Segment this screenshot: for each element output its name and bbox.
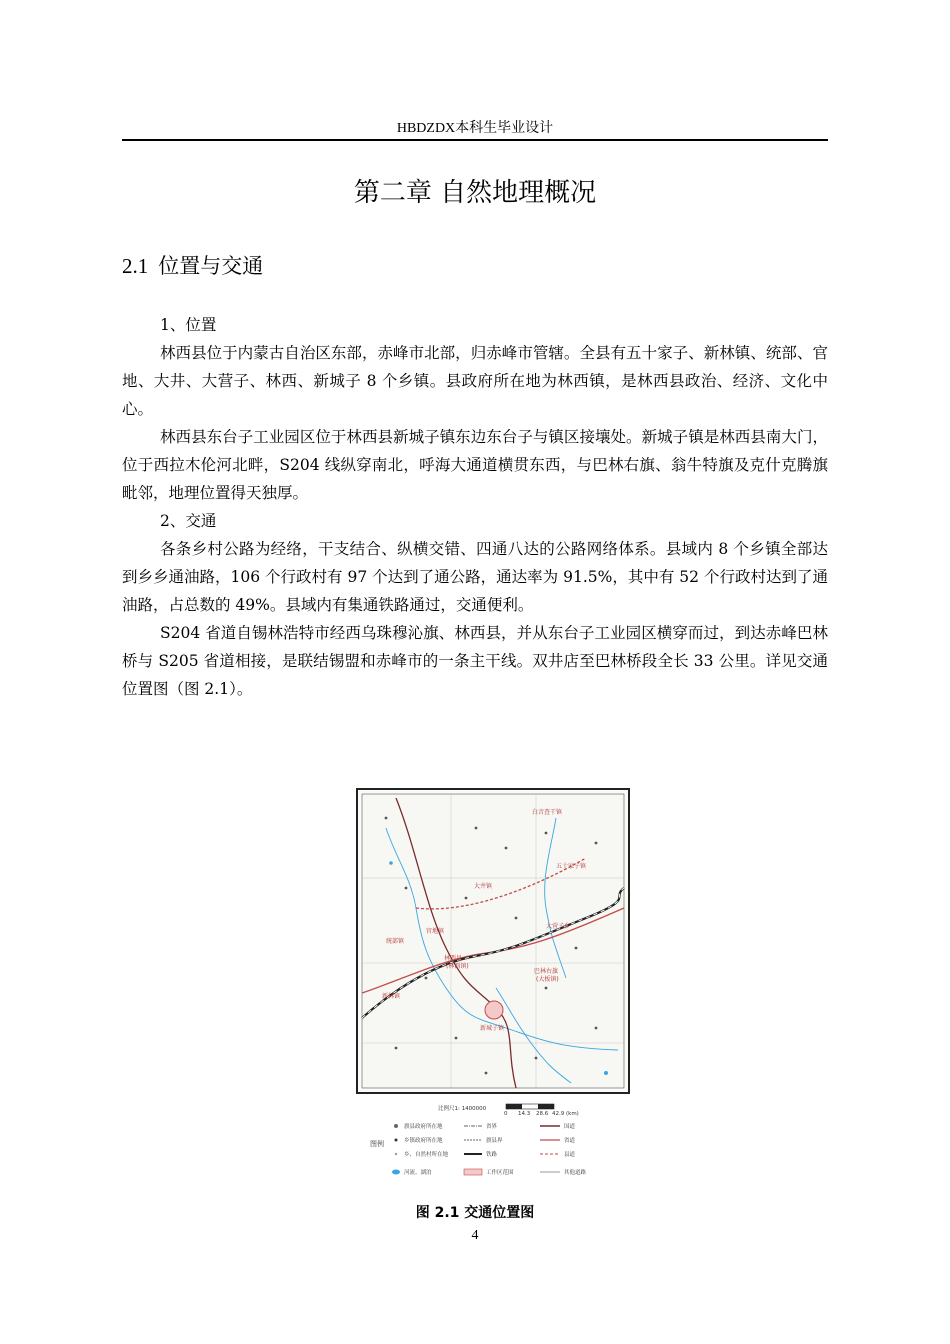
map-label: 白音查干镇	[532, 809, 563, 816]
legend-item: 省界	[486, 1124, 498, 1130]
scale-tick: 0	[504, 1111, 508, 1117]
legend-item: 县道	[564, 1152, 576, 1158]
header-rule	[122, 139, 828, 141]
page-header: HBDZDX本科生毕业设计	[396, 121, 554, 136]
legend-item: 旗县政府所在地	[404, 1124, 443, 1130]
map-label: 新林镇	[382, 993, 401, 1000]
paragraph: 林西县位于内蒙古自治区东部，赤峰市北部，归赤峰市管辖。全县有五十家子、新林镇、统部、官地、大井、大营子、林西、新城子 8 个乡镇。县政府所在地为林西镇，是林西县政治、经济、文化中心。	[122, 344, 828, 418]
traffic-location-map	[356, 788, 630, 1094]
section-heading	[122, 250, 263, 280]
legend-item: 省道	[564, 1138, 576, 1144]
legend-title: 图例	[370, 1140, 384, 1148]
paragraph-subheading: 2、交通	[160, 512, 217, 530]
body-text	[122, 311, 828, 703]
paragraph: S204 省道自锡林浩特市经西乌珠穆沁旗、林西县，并从东台子工业园区横穿而过，到达赤峰巴林桥与 S205 省道相接，是联结锡盟和赤峰市的一条主干线。双井店至巴林桥段全长 33 公里。详见交通位置图（图 2.1）。	[122, 624, 828, 698]
legend-item: 铁路	[486, 1152, 498, 1158]
legend-item: 旗县界	[486, 1138, 503, 1144]
figure-caption: 图 2.1 交通位置图	[415, 1205, 535, 1221]
legend-item: 河流、湖泊	[404, 1170, 432, 1176]
legend-item: 工作区范围	[486, 1170, 514, 1176]
chapter-title: 第二章 自然地理概况	[353, 178, 597, 208]
map-label: 官地镇	[426, 928, 445, 935]
legend-item: 其他道路	[564, 1170, 587, 1176]
map-label: 巴林右旗	[534, 968, 559, 975]
legend-item: 国道	[564, 1124, 576, 1130]
paragraph: 林西县东台子工业园区位于林西县新城子镇东边东台子与镇区接壤处。新城子镇是林西县南大门，位于西拉木伦河北畔，S204 线纵穿南北，呼海大通道横贯东西，与巴林右旗、翁牛特旗及克什克腾旗毗邻，地理位置得天独厚。	[122, 428, 828, 502]
map-label: 大营子乡	[546, 923, 571, 930]
map-label: 新城子镇	[480, 1025, 505, 1032]
paragraph-subheading: 1、位置	[160, 316, 217, 334]
map-label: 林西县	[444, 955, 463, 962]
section-title: 位置与交通	[158, 254, 264, 278]
page-number: 4	[471, 1228, 479, 1243]
paragraph: 各条乡村公路为经络，干支结合、纵横交错、四通八达的公路网络体系。县域内 8 个乡镇全部达到乡乡通油路，106 个行政村有 97 个达到了通公路，通达率为 91.5%，其中有 52 个行政村达到了通油路，占总数的 49%。县域内有集通铁路通过，交通便利。	[122, 540, 828, 614]
map-legend	[356, 1100, 630, 1188]
map-label: 统部镇	[386, 938, 405, 945]
legend-item: 乡镇政府所在地	[404, 1138, 443, 1144]
map-label: 大井镇	[474, 883, 493, 890]
scale-label: 比例尺1: 1400000	[438, 1106, 487, 1112]
scale-tick: 28.6	[536, 1111, 549, 1117]
scale-tick: 42.9 (km)	[552, 1111, 579, 1117]
map-label: (大板镇)	[536, 976, 559, 983]
legend-item: 乡、自然村所在地	[404, 1152, 449, 1158]
map-label: (林西镇)	[446, 963, 469, 970]
section-number: 2.1	[122, 254, 149, 278]
scale-tick: 14.3	[518, 1111, 531, 1117]
map-label: 五十家子镇	[556, 863, 587, 870]
